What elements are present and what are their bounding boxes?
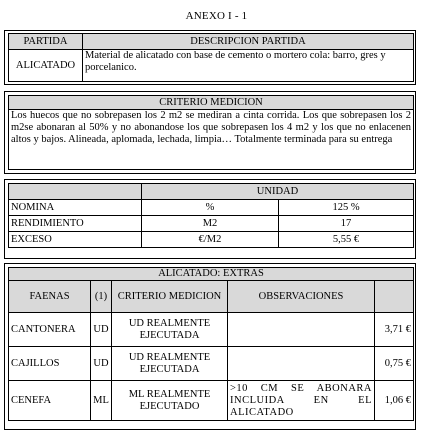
unidad-row-value: 125 % — [279, 200, 414, 216]
unidad-blank-cell — [9, 184, 142, 200]
unidad-header: UNIDAD — [142, 184, 414, 200]
column-header-precio — [375, 281, 414, 313]
extras-row-price: 0,75 € — [375, 347, 414, 381]
column-header-unit: (1) — [91, 281, 112, 313]
unidad-row-label: NOMINA — [9, 200, 142, 216]
extras-row-observaciones — [228, 313, 375, 347]
extras-header: ALICATADO: EXTRAS — [9, 268, 414, 281]
extras-row-unit: UD — [91, 347, 112, 381]
extras-row-observaciones: >10 CM SE ABONARA INCLUIDA EN EL ALICATADO — [228, 381, 375, 421]
column-header-observaciones: OBSERVACIONES — [228, 281, 375, 313]
unidad-row-unit: % — [142, 200, 279, 216]
criterio-text: Los huecos que no sobrepasen los 2 m2 se mediran a cinta corrida. Los que sobrepasen los 2 m2se abonaran al 50% y no abonandose los que sobrepasen los 4 m2 y los que no enlacenen altos y bajos. Alineada, aplomada, lechada, limpia… Totalmente terminada para su entrega — [9, 110, 414, 170]
column-header-faenas: FAENAS — [9, 281, 91, 313]
criterio-header: CRITERIO MEDICION — [9, 96, 414, 110]
extras-row-criterio: ML REALMENTE EJECUTADO — [112, 381, 228, 421]
unidad-table — [8, 183, 414, 248]
extras-row-observaciones — [228, 347, 375, 381]
partida-table — [8, 33, 414, 82]
unidad-row-label: EXCESO — [9, 232, 142, 248]
extras-table — [8, 267, 414, 421]
page-title: ANEXO I - 1 — [185, 10, 248, 22]
extras-row-criterio: UD REALMENTE EJECUTADA — [112, 347, 228, 381]
descripcion-header: DESCRIPCION PARTIDA — [83, 34, 414, 50]
extras-row-unit: ML — [91, 381, 112, 421]
unidad-row-label: RENDIMIENTO — [9, 216, 142, 232]
extras-row-faena: CENEFA — [9, 381, 91, 421]
extras-row-unit: UD — [91, 313, 112, 347]
unidad-row-unit: M2 — [142, 216, 279, 232]
extras-row-criterio: UD REALMENTE EJECUTADA — [112, 313, 228, 347]
partida-header: PARTIDA — [9, 34, 83, 50]
partida-description: Material de alicatado con base de cemento o mortero cola: barro, gres y porcelanico. — [83, 50, 414, 82]
unidad-row-value: 5,55 € — [279, 232, 414, 248]
extras-row-price: 1,06 € — [375, 381, 414, 421]
criterio-table — [8, 95, 414, 170]
extras-row-price: 3,71 € — [375, 313, 414, 347]
partida-name: ALICATADO — [9, 50, 83, 82]
column-header-criterio: CRITERIO MEDICION — [112, 281, 228, 313]
unidad-row-value: 17 — [279, 216, 414, 232]
extras-row-faena: CAJILLOS — [9, 347, 91, 381]
extras-row-faena: CANTONERA — [9, 313, 91, 347]
unidad-row-unit: €/M2 — [142, 232, 279, 248]
